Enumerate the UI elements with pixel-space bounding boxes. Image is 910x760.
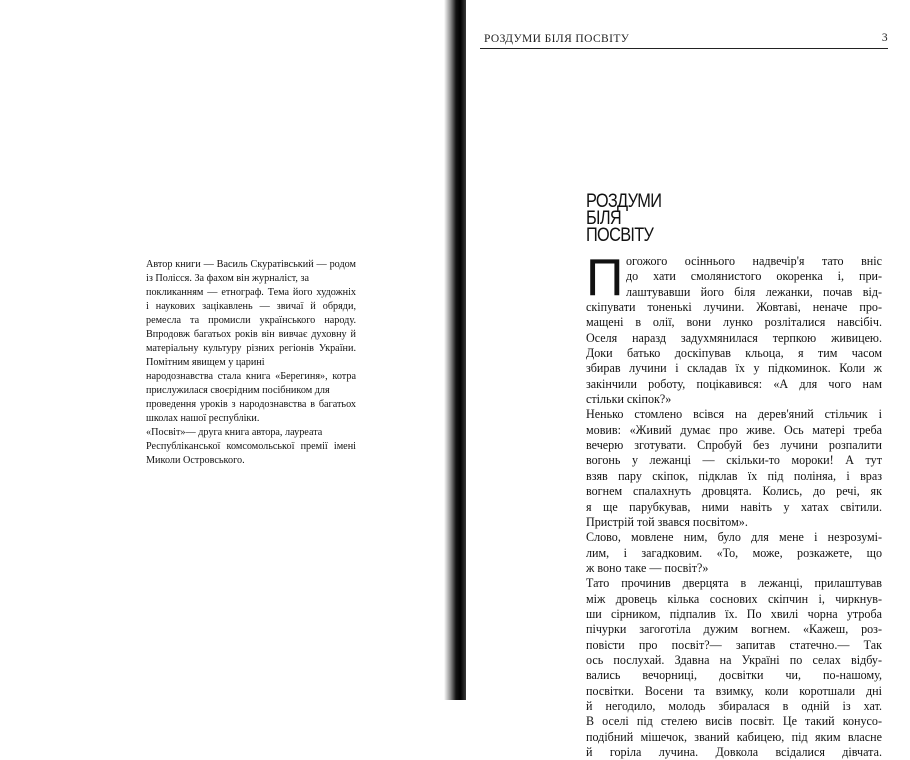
bio-line: Миколи Островського. bbox=[146, 455, 245, 466]
body-line: вечерю зготувати. Спробуй без лучини розпалити bbox=[586, 438, 882, 453]
body-line: закінчили роботу, поцікавився: «А для чого нам bbox=[586, 376, 882, 391]
chapter-title bbox=[586, 193, 806, 244]
bio-line: Помітним явищем у царині bbox=[146, 357, 265, 368]
bio-line: і наукових зацікавлень — звичаї й обряди, bbox=[146, 301, 356, 312]
body-line: лим, і загадковим. «То, може, розкажете, що bbox=[586, 545, 882, 560]
body-line: Пристрій той звався посвітом». bbox=[586, 514, 748, 529]
running-head bbox=[480, 32, 888, 49]
body-line: Слово, мовлене ним, було для мене і незрозумі- bbox=[586, 530, 882, 545]
left-page bbox=[0, 0, 444, 700]
drop-cap: П bbox=[586, 249, 624, 307]
body-line: збирав лучини і складав їх у підкоминок. Коли ж bbox=[586, 361, 882, 376]
body-line: мащені в олії, вони лунко розліталися навсібіч. bbox=[586, 315, 882, 330]
body-line: й негодило, молодь збиралася в одній із хат. bbox=[586, 698, 882, 713]
body-line: ж воно таке — посвіт?» bbox=[586, 560, 709, 575]
bio-line: матеріальну культуру різних регіонів України. bbox=[146, 343, 356, 354]
body-line: взяв пару скіпок, підклав їх під поліняа, і враз bbox=[586, 468, 882, 483]
bio-line: із Полісся. За фахом він журналіст, за bbox=[146, 273, 310, 284]
body-line: Ненько стомлено всівся на дерев'яний стільчик і bbox=[586, 407, 882, 422]
bio-line: школах нашої республіки. bbox=[146, 413, 260, 424]
body-line: стільки скіпок?» bbox=[586, 392, 672, 407]
bio-line: Республіканської комсомольської премії імені bbox=[146, 441, 356, 452]
bio-line: народознавства стала книга «Берегиня», котра bbox=[146, 371, 356, 382]
book-gutter bbox=[444, 0, 466, 700]
body-line: скіпувати тоненькі лучини. Жовтаві, неначе про- bbox=[586, 300, 882, 315]
bio-line: прислужилася своєрідним посібником для bbox=[146, 385, 330, 396]
chapter-body bbox=[586, 249, 882, 760]
bio-line: покликанням — етнограф. Тема його художніх bbox=[146, 287, 356, 298]
author-bio bbox=[146, 258, 356, 468]
body-line: я ще парубкував, ними навіть у хатах світили. bbox=[586, 499, 882, 514]
body-line: вались вечорниці, досвітки чи, по-нашому, bbox=[586, 668, 882, 683]
body-line: подібний мішечок, званий кабицею, під яким власне bbox=[586, 729, 882, 744]
body-line: пічурки загоготіла дужим вогнем. «Кажеш, роз- bbox=[586, 622, 882, 637]
bio-line: проведення уроків з народознавства в багатьох bbox=[146, 399, 356, 410]
body-line: повісти про посвіт?— запитав статечно.— Так bbox=[586, 637, 882, 652]
page-number: 3 bbox=[881, 32, 888, 44]
body-line: мовив: «Живий думає про живе. Ось матері треба bbox=[586, 422, 882, 437]
body-line: вогонь у лежанці — скільки-то мороки! А тут bbox=[586, 453, 882, 468]
right-page bbox=[466, 0, 910, 759]
body-line: В оселі під стелею висів посвіт. Це такий конусо- bbox=[586, 714, 882, 729]
body-line: між дровець кілька соснових скіпчин і, чиркнув- bbox=[586, 591, 882, 606]
body-line: вогнем спалахнуть дровцята. Колись, до речі, як bbox=[586, 484, 882, 499]
body-line: Тато прочинив дверцята в лежанці, прилаштував bbox=[586, 576, 882, 591]
body-line: огожого осіннього надвечір'я тато вніс bbox=[626, 254, 882, 268]
chapter-title-line: РОЗДУМИ bbox=[586, 191, 662, 212]
body-line: Оселя наразд задухмянилася терпкою живицею. bbox=[586, 330, 882, 345]
chapter-title-line: БІЛЯ bbox=[586, 208, 622, 229]
body-line: посвітки. Восени та взимку, коли коротшали дні bbox=[586, 683, 882, 698]
running-head-title: РОЗДУМИ БІЛЯ ПОСВІТУ bbox=[484, 33, 630, 45]
body-line: ось послухай. Здавна на Україні по селах відбу- bbox=[586, 652, 882, 667]
body-line: лаштувавши його біля лежанки, почав від- bbox=[626, 284, 882, 299]
chapter-title-line: ПОСВІТУ bbox=[586, 225, 654, 246]
body-line: й горіла лучина. Довкола всідалися дівчата. bbox=[586, 745, 882, 759]
bio-line: Впродовж багатьох років він вивчає духовну й bbox=[146, 329, 356, 340]
body-line: до хати смолянистого окоренка і, при- bbox=[626, 269, 882, 284]
bio-line: «Посвіт»— друга книга автора, лауреата bbox=[146, 427, 323, 438]
bio-line: Автор книги — Василь Скуратівський — родом bbox=[146, 259, 356, 270]
bio-line: ремесла та промисли українського народу. bbox=[146, 315, 356, 326]
body-line: Доки батько доскіпував кльоца, я тим часом bbox=[586, 346, 882, 361]
body-line: ши сірником, підпалив їх. По хвилі чорна утроба bbox=[586, 606, 882, 621]
